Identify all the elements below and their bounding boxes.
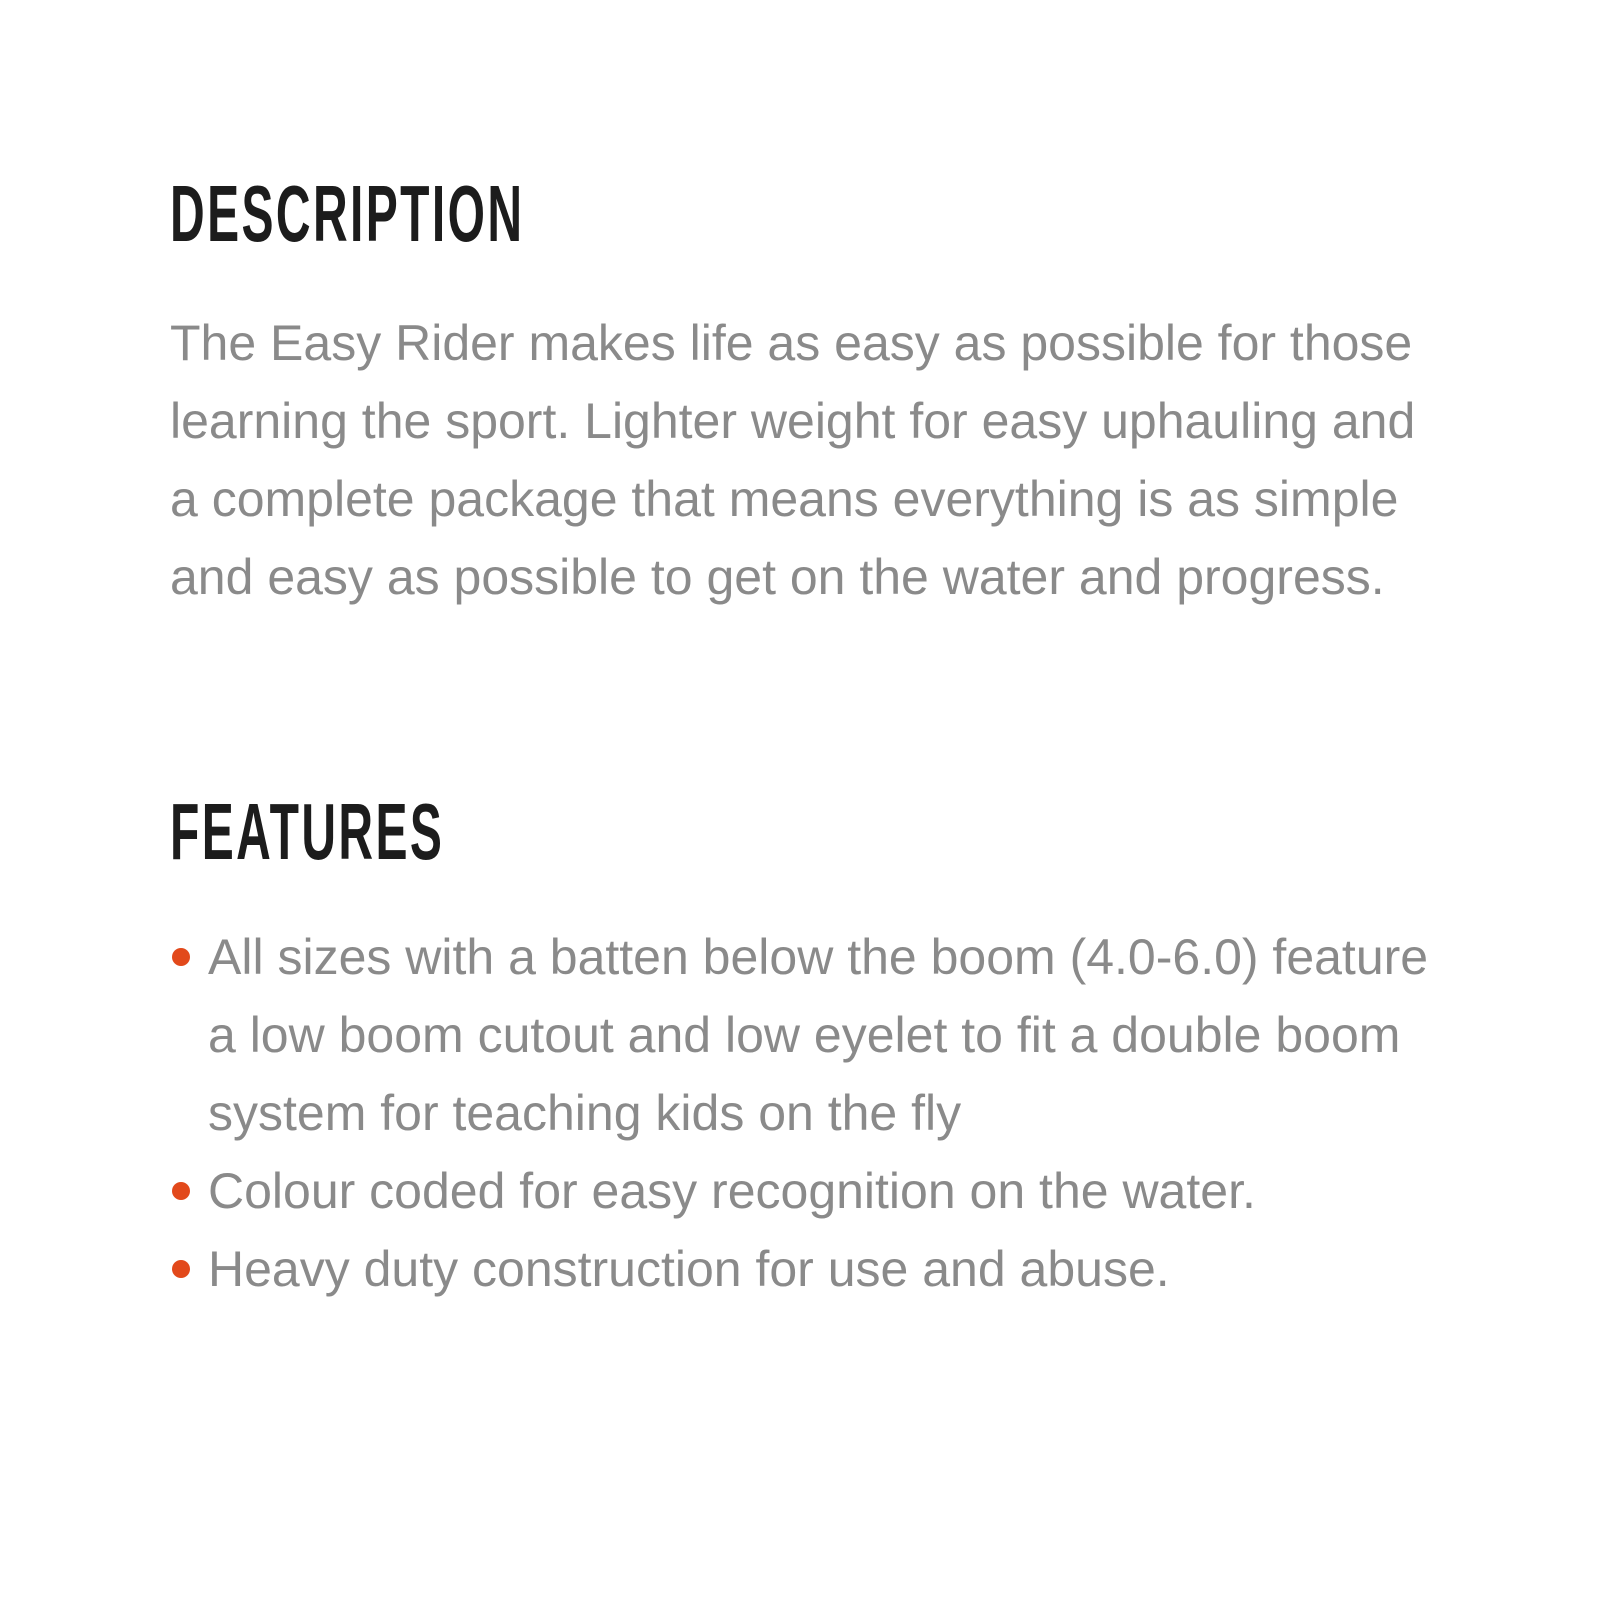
list-item xyxy=(170,1230,1450,1308)
features-section xyxy=(170,787,1450,1308)
feature-text: Heavy duty construction for use and abuse. xyxy=(208,1241,1170,1297)
features-list xyxy=(170,918,1450,1308)
list-item xyxy=(170,918,1450,1152)
description-body: The Easy Rider makes life as easy as possible for those learning the sport. Lighter weight for easy uphauling and a complete package that means everything is as simple and easy as possible to get on the water and progress. xyxy=(170,315,1416,605)
list-item xyxy=(170,1152,1450,1230)
bullet-icon xyxy=(172,1260,190,1278)
description-heading: DESCRIPTION xyxy=(170,169,525,258)
features-heading: FEATURES xyxy=(170,787,445,876)
feature-text: Colour coded for easy recognition on the water. xyxy=(208,1163,1256,1219)
bullet-icon xyxy=(172,1182,190,1200)
feature-text: All sizes with a batten below the boom (4.0-6.0) feature a low boom cutout and low eyelet to fit a double boom system for teaching kids on the fly xyxy=(208,929,1429,1141)
description-section xyxy=(170,169,1450,616)
bullet-icon xyxy=(172,948,190,966)
